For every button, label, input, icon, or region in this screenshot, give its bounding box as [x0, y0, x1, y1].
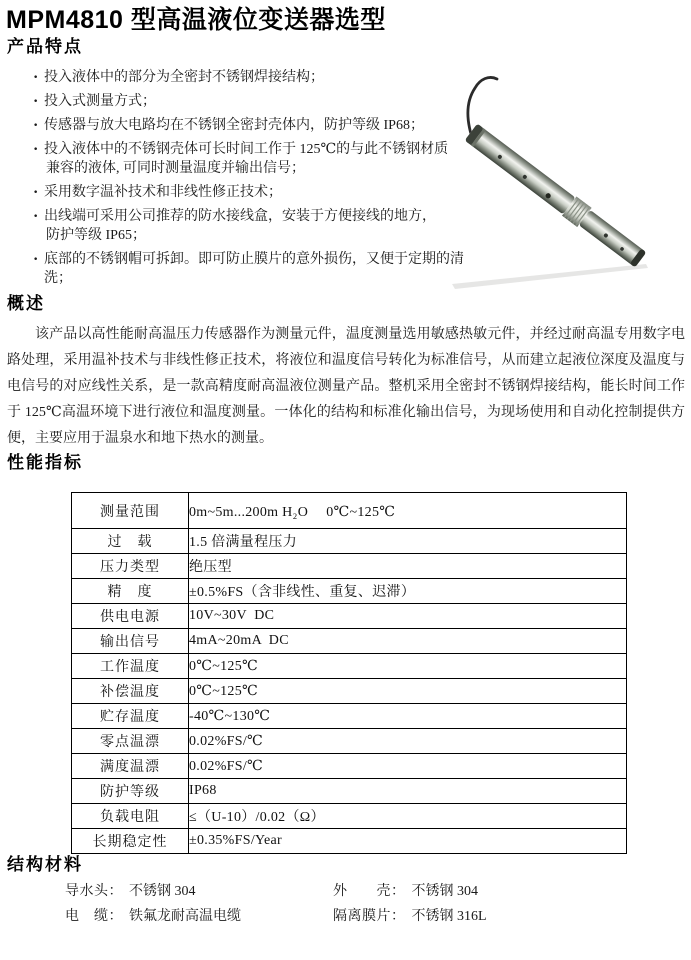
spec-label: 零点温漂: [72, 729, 189, 754]
spec-value: 0.02%FS/℃: [189, 729, 627, 754]
spec-value: 10V~30V DC: [189, 604, 627, 629]
specs-heading: 性能指标: [7, 453, 83, 472]
features-heading: 产品特点: [7, 37, 83, 56]
material-label: 外 壳：: [333, 884, 406, 899]
table-row: [72, 779, 627, 804]
table-row: [72, 679, 627, 704]
overview-heading: 概述: [7, 294, 45, 313]
spec-value: 0℃~125℃: [189, 654, 627, 679]
table-row: [72, 804, 627, 829]
material-value: 不锈钢 304: [411, 884, 478, 899]
feature-item: [33, 116, 470, 135]
material-item: [65, 880, 333, 904]
spec-label: 防护等级: [72, 779, 189, 804]
feature-text: 兼容的液体, 可同时测量温度并输出信号；: [46, 161, 305, 176]
spec-table: [71, 492, 627, 854]
spec-value: 4mA~20mA DC: [189, 629, 627, 654]
table-row: [72, 729, 627, 754]
spec-label: 补偿温度: [72, 679, 189, 704]
materials-list: [65, 880, 691, 929]
spec-value: 0℃~125℃: [189, 679, 627, 704]
spec-value: 1.5 倍满量程压力: [189, 529, 627, 554]
spec-label: 负载电阻: [72, 804, 189, 829]
feature-item: [33, 140, 470, 178]
material-value: 不锈钢 316L: [411, 909, 487, 924]
feature-item: [33, 207, 470, 245]
spec-value: -40℃~130℃: [189, 704, 627, 729]
material-item: [333, 905, 653, 929]
feature-list: [0, 68, 470, 288]
feature-text: · 投入式测量方式；: [44, 94, 156, 109]
feature-text: · 采用数字温补技术和非线性修正技术；: [44, 185, 282, 200]
spec-label: 压力类型: [72, 554, 189, 579]
spec-value: ±0.35%FS/Year: [189, 829, 627, 854]
spec-value: 绝压型: [189, 554, 627, 579]
material-label: 导水头：: [65, 884, 123, 899]
spec-value: ±0.5%FS（含非线性、重复、迟滞）: [189, 579, 627, 604]
material-label: 隔离膜片：: [333, 909, 406, 924]
spec-label: 贮存温度: [72, 704, 189, 729]
overview-paragraph: 该产品以高性能耐高温压力传感器作为测量元件，温度测量选用敏感热敏元件，并经过耐高温专用数字电路处理，采用温补技术与非线性修正技术，将液位和温度信号转化为标准信号，从而建立起液位深度及温度与电信号的对应线性关系，是一款高精度耐高温液位测量产品。整机采用全密封不锈钢焊接结构，能长时间工作于 125℃高温环境下进行液位和温度测量。一体化的结构和标准化输出信号，为现场使用和自动化控制提供方便，主要应用于温泉水和地下热水的测量。: [7, 327, 685, 446]
shadow: [452, 264, 648, 289]
spec-label: 供电电源: [72, 604, 189, 629]
material-value: 不锈钢 304: [129, 884, 196, 899]
spec-label: 满度温漂: [72, 754, 189, 779]
spec-label: 长期稳定性: [72, 829, 189, 854]
feature-item: [33, 250, 470, 288]
feature-item: [33, 92, 470, 111]
spec-value: ≤（U-10）/0.02（Ω）: [189, 804, 627, 829]
level-transmitter-probe-image: [450, 70, 675, 302]
table-row: [72, 754, 627, 779]
feature-text: · 底部的不锈钢帽可拆卸。即可防止膜片的意外损伤，又便于定期的清洗；: [44, 252, 464, 286]
feature-item: [33, 183, 470, 202]
feature-item: [33, 68, 470, 87]
spec-label: 输出信号: [72, 629, 189, 654]
spec-label: 过 载: [72, 529, 189, 554]
table-row: [72, 493, 627, 529]
cable: [468, 77, 497, 134]
table-row: [72, 579, 627, 604]
page-title: MPM4810 型高温液位变送器选型: [6, 6, 386, 34]
material-item: [333, 880, 653, 904]
feature-text: · 投入液体中的不锈钢壳体可长时间工作于 125℃的与此不锈钢材质: [44, 142, 449, 157]
feature-text: · 投入液体中的部分为全密封不锈钢焊接结构；: [44, 70, 324, 85]
feature-text: · 传感器与放大电路均在不锈钢全密封壳体内，防护等级 IP68；: [44, 118, 424, 133]
spec-label: 精 度: [72, 579, 189, 604]
spec-value: IP68: [189, 779, 627, 804]
table-row: [72, 629, 627, 654]
material-value: 铁氟龙耐高温电缆: [129, 909, 241, 924]
feature-text: 防护等级 IP65；: [46, 228, 146, 243]
product-photo: [450, 70, 675, 302]
table-row: [72, 829, 627, 854]
table-row: [72, 704, 627, 729]
material-label: 电 缆：: [65, 909, 123, 924]
spec-label: 工作温度: [72, 654, 189, 679]
feature-text: · 出线端可采用公司推荐的防水接线盒，安装于方便接线的地方，: [44, 209, 436, 224]
table-row: [72, 529, 627, 554]
table-row: [72, 604, 627, 629]
table-row: [72, 654, 627, 679]
spec-value: 0.02%FS/℃: [189, 754, 627, 779]
spec-label: 测量范围: [72, 493, 189, 529]
datasheet-page: [0, 4, 691, 960]
material-item: [65, 905, 333, 929]
table-row: [72, 554, 627, 579]
spec-value: 0m~5m...200m H₂O 0℃~125℃: [189, 493, 627, 529]
materials-heading: 结构材料: [7, 855, 83, 874]
